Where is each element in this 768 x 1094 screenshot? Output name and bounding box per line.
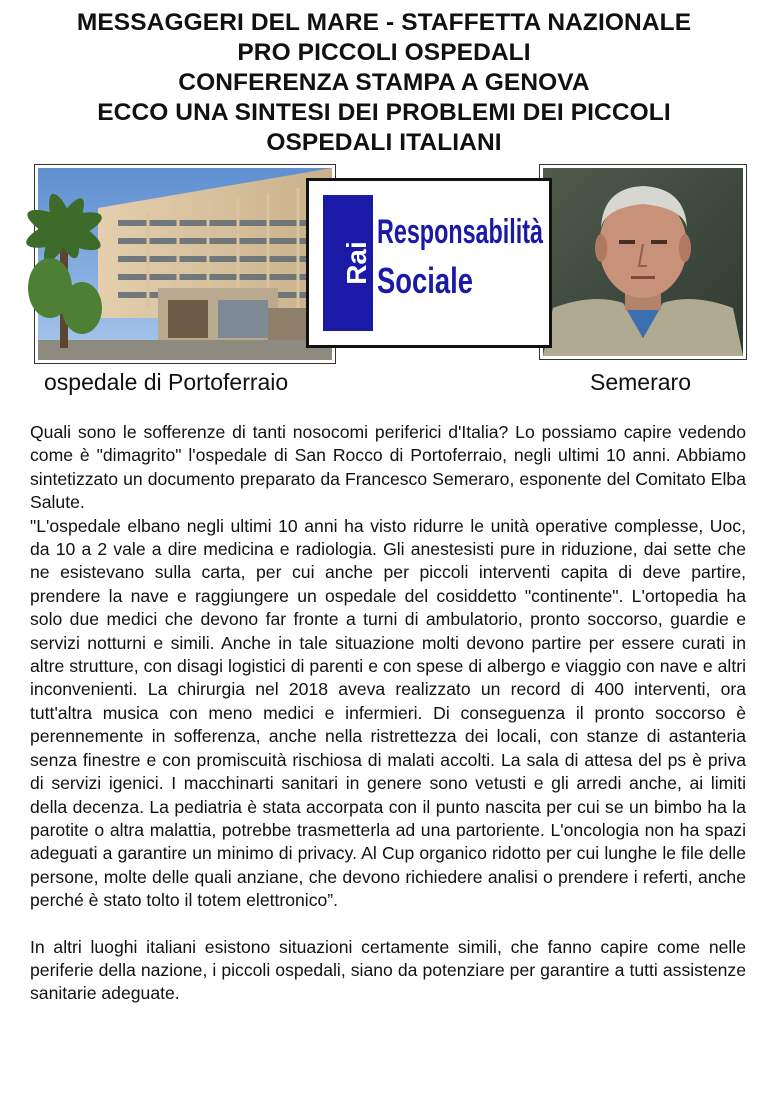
person-caption: Semeraro	[590, 369, 691, 395]
headline-line-2: PRO PICCOLI OSPEDALI	[237, 39, 531, 66]
headline-line-3: CONFERENZA STAMPA A GENOVA	[178, 69, 590, 96]
rai-logo-graphic	[309, 181, 549, 345]
hospital-caption: ospedale di Portoferraio	[44, 369, 289, 395]
hospital-photo	[34, 164, 336, 364]
portrait-image	[543, 168, 743, 356]
article-body	[30, 421, 746, 1006]
quote-paragraph: "L'ospedale elbano negli ultimi 10 anni ha visto ridurre le unità operative complesse, Uoc, da 10 a 2 vale a dire medicina e radiologia. Gli anestesisti pure in riduzione, dai sette che ne esistevano sulla carta, per cui anche per piccoli interventi capita di deve partire, prendere la nave e raggiungere un ospedale del cosiddetto "continente". L'ortopedia ha solo due medici che devono far fronte a turni di ambulatorio, pronto soccorso, guardie e servizi notturni e simili. Anche in tale situazione molti devono partire per essere curati in altre strutture, con disagi logistici di parenti e con spese di albergo e viaggio con nave e altri inconvenienti. La chirurgia nel 2018 aveva realizzato un record di 400 interventi, ora tutt'altra musica con meno medici e infermieri. Di conseguenza il pronto soccorso è perennemente in sofferenza, anche nella ristrettezza dei locali, con stanze di astanteria senza finestre e con promiscuità rischiosa di malati accolti. La sala di attesa del ps è priva di servizi igenici. I macchinarti sanitari in genere sono vetusti e gli arredi anche, ai limiti della decenza. La pediatria è stata accorpata con il punto nascita per cui se un bimbo ha la parotite o altra malattia, potrebbe trasmetterla ad una partoriente. L'oncologia non ha spazi adeguati a garantire un minimo di privacy. Al Cup organico ridotto per cui lunghe le file delle persone, molte delle quali anziane, che devono richiedere analisi o prendere i referti, anche perché è stato tolto il totem elettronico”.	[30, 515, 746, 911]
headline-line-1: MESSAGGERI DEL MARE - STAFFETTA NAZIONALE	[76, 9, 692, 36]
semeraro-photo	[539, 164, 747, 360]
headline	[20, 8, 748, 158]
rai-responsabilita-sociale-logo	[306, 178, 552, 348]
logo-line-1: Responsabilità	[377, 213, 544, 251]
closing-paragraph: In altri luoghi italiani esistono situazioni certamente simili, che fanno capire come nelle periferie della nazione, i piccoli ospedali, siano da potenziare per garantire a tutti assistenze sanitarie adeguate.	[30, 936, 746, 1004]
rai-text: Rai	[341, 241, 372, 285]
intro-paragraph: Quali sono le sofferenze di tanti nosocomi periferici d'Italia? Lo possiamo capire vedendo come è "dimagrito" l'ospedale di San Rocco di Portoferraio, negli ultimi 10 anni. Abbiamo sintetizzato un documento preparato da Francesco Semeraro, esponente del Comitato Elba Salute.	[30, 422, 746, 513]
hospital-building-image	[38, 168, 332, 360]
headline-line-5: OSPEDALI ITALIANI	[266, 129, 502, 156]
headline-line-4: ECCO UNA SINTESI DEI PROBLEMI DEI PICCOLI	[97, 99, 671, 126]
logo-line-2: Sociale	[377, 260, 473, 301]
